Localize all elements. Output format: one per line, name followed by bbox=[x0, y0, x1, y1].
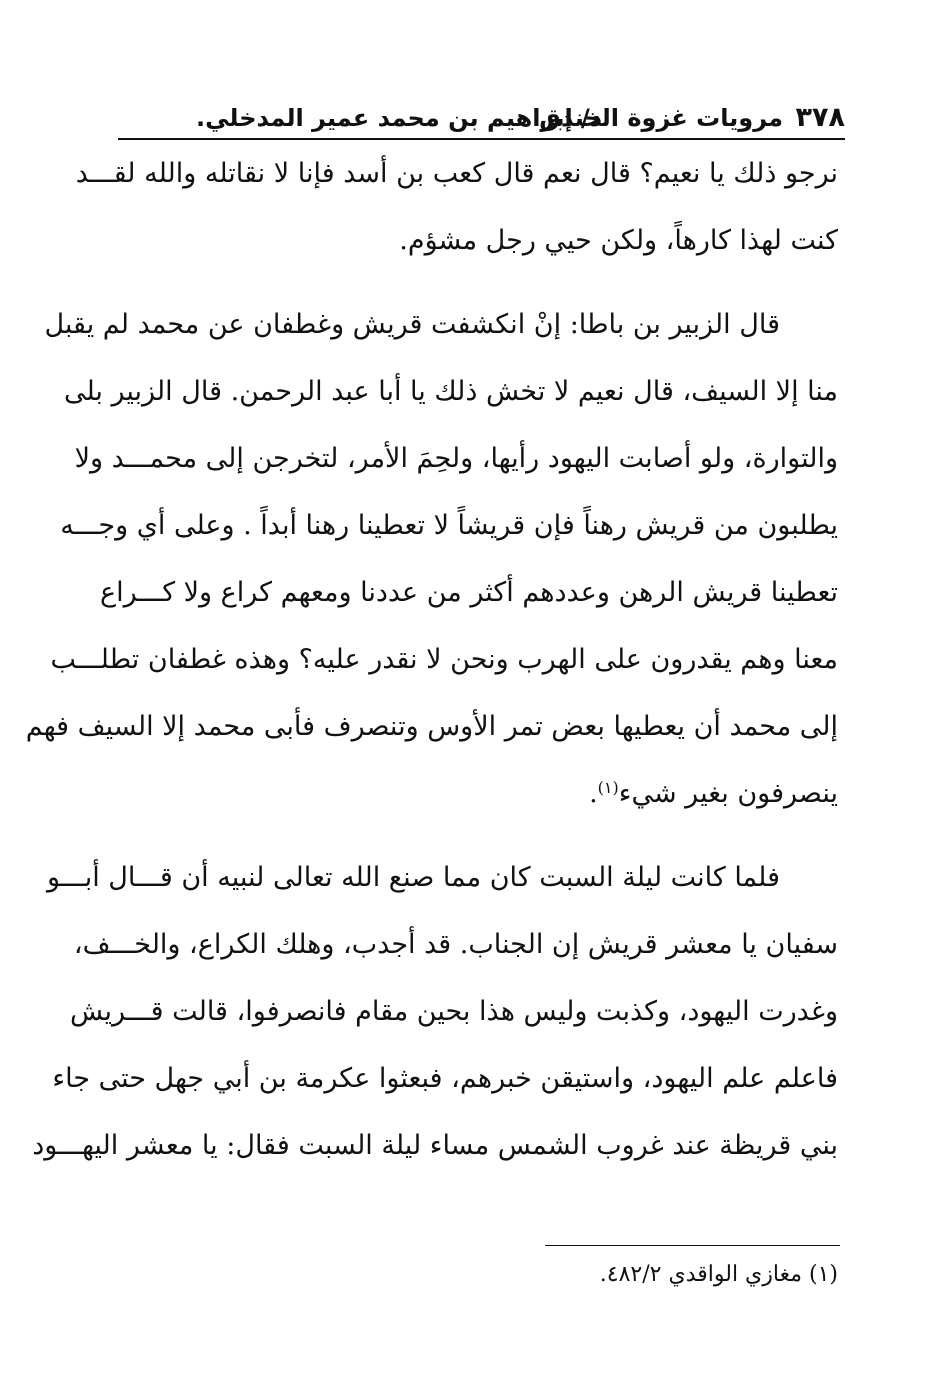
text-line: نرجو ذلك يا نعيم؟ قال نعم قال كعب بن أسد فإنا لا نقاتله والله لقـــد bbox=[75, 158, 838, 189]
text-line: يطلبون من قريش رهناً فإن قريشاً لا تعطينا رهنا أبداً . وعلى أي وجـــه bbox=[60, 510, 838, 541]
text-line: كنت لهذا كارهاً، ولكن حيي رجل مشؤم. bbox=[399, 225, 838, 256]
author-name: د/ إبراهيم بن محمد عمير المدخلي. bbox=[196, 104, 603, 132]
text-line: فلما كانت ليلة السبت كان مما صنع الله تعالى لنبيه أن قـــال أبـــو bbox=[47, 862, 780, 893]
text-line-content: ينصرفون بغير شيء bbox=[618, 778, 838, 809]
paragraph-2 bbox=[25, 291, 838, 827]
footnote-rule bbox=[545, 1245, 840, 1246]
paragraph-gap bbox=[126, 827, 838, 844]
text-line: إلى محمد أن يعطيها بعض تمر الأوس وتنصرف فأبى محمد إلا السيف فهم bbox=[25, 711, 838, 742]
text-line: والتوارة، ولو أصابت اليهود رأيها، ولحِمَ الأمر، لتخرجن إلى محمـــد ولا bbox=[74, 443, 838, 474]
running-title: مرويات غزوة الخندق bbox=[539, 104, 783, 132]
body-text bbox=[25, 140, 838, 1179]
text-line bbox=[126, 760, 838, 827]
line-end-punctuation: . bbox=[589, 778, 598, 809]
footnote-reference[interactable]: (١) bbox=[597, 778, 619, 797]
text-line: منا إلا السيف، قال نعيم لا تخش ذلك يا أبا عبد الرحمن. قال الزبير بلى bbox=[63, 376, 838, 407]
page-header bbox=[118, 100, 845, 138]
page-number: ٣٧٨ bbox=[795, 102, 845, 133]
text-line: وغدرت اليهود، وكذبت وليس هذا بحين مقام فانصرفوا، قالت قـــريش bbox=[70, 996, 838, 1027]
text-line: سفيان يا معشر قريش إن الجناب. قد أجدب، وهلك الكراع، والخـــف، bbox=[73, 929, 838, 960]
paragraph-3 bbox=[32, 844, 838, 1179]
footnote: (١) مغازي الواقدي ٤٨٢/٢. bbox=[599, 1262, 838, 1287]
paragraph-1 bbox=[75, 140, 838, 274]
text-line: قال الزبير بن باطا: إنْ انكشفت قريش وغطفان عن محمد لم يقبل bbox=[44, 309, 780, 340]
text-line: تعطينا قريش الرهن وعددهم أكثر من عددنا ومعهم كراع ولا كـــراع bbox=[99, 577, 838, 608]
text-line: فاعلم علم اليهود، واستيقن خبرهم، فبعثوا عكرمة بن أبي جهل حتى جاء bbox=[52, 1063, 838, 1094]
paragraph-gap bbox=[126, 274, 838, 291]
text-line: بني قريظة عند غروب الشمس مساء ليلة السبت فقال: يا معشر اليهـــود bbox=[32, 1130, 838, 1161]
text-line: معنا وهم يقدرون على الهرب ونحن لا نقدر عليه؟ وهذه غطفان تطلـــب bbox=[50, 644, 838, 675]
